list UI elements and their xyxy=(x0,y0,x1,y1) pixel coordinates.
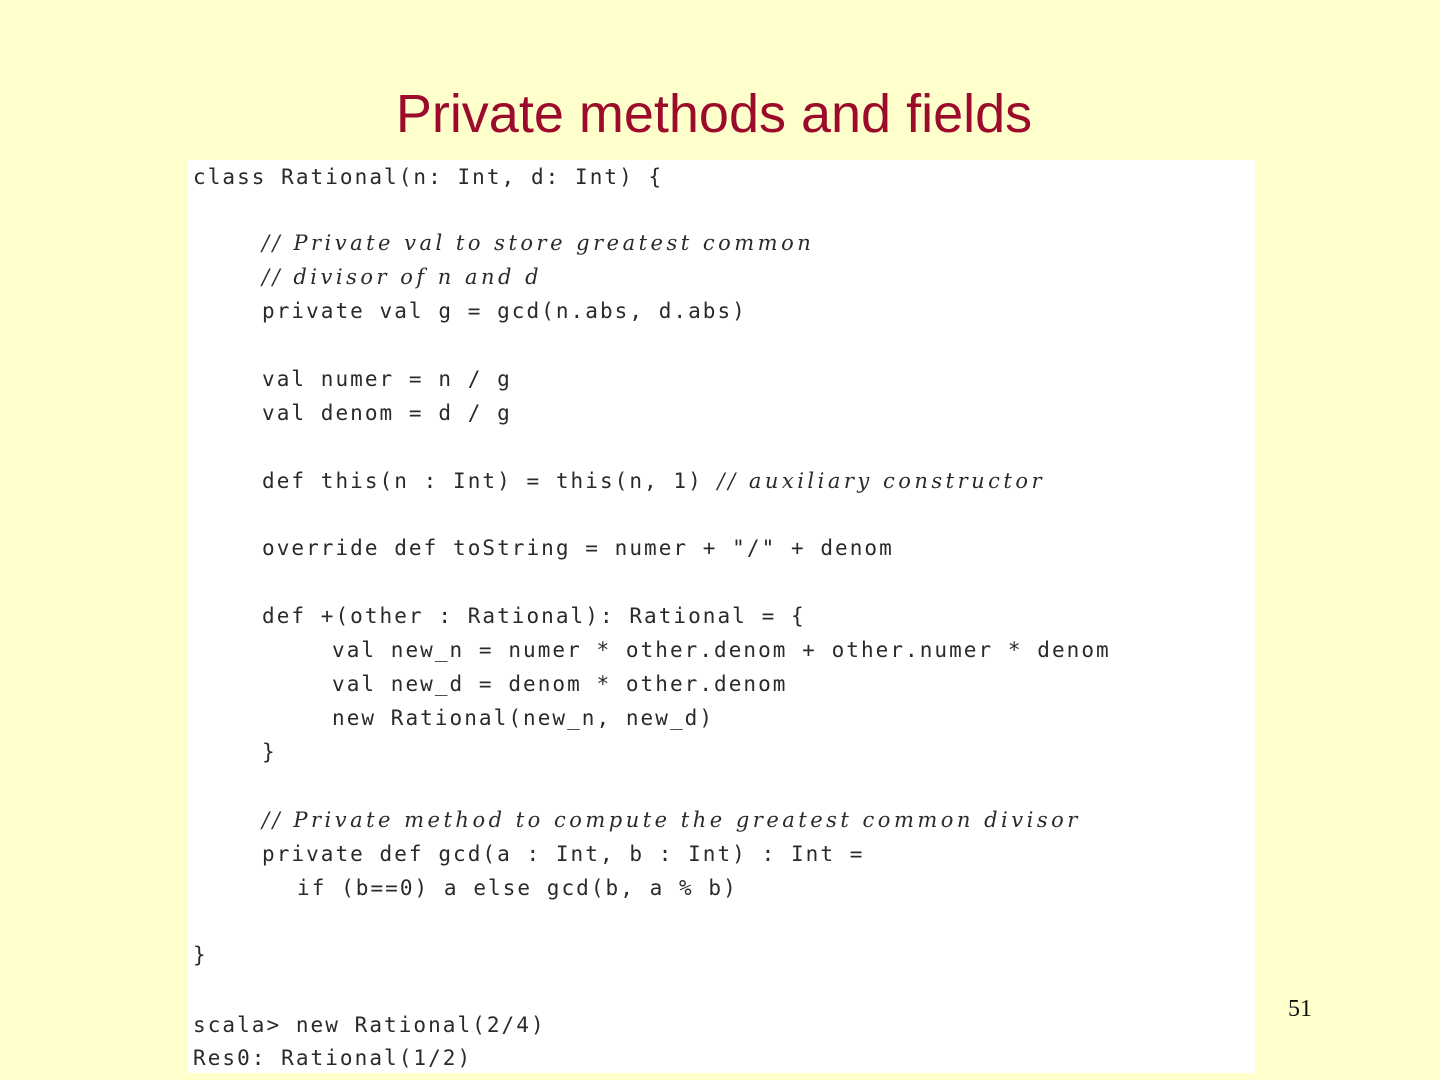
code-line-new-rational: new Rational(new_n, new_d) xyxy=(332,706,715,730)
page-number: 51 xyxy=(1288,996,1312,1022)
code-comment: // auxiliary constructor xyxy=(717,469,1046,493)
code-line-private-def-gcd: private def gcd(a : Int, b : Int) : Int = xyxy=(262,842,865,866)
code-comment: // Private method to compute the greatest common divisor xyxy=(262,808,1081,832)
code-line-class-declaration: class Rational(n: Int, d: Int) { xyxy=(193,165,664,189)
code-comment: // Private val to store greatest common xyxy=(262,231,815,255)
code-line-comment xyxy=(262,260,542,294)
code-line-auxiliary-constructor xyxy=(262,464,1045,498)
code-line-close-brace: } xyxy=(262,740,277,764)
slide-title: Private methods and fields xyxy=(395,84,1033,144)
code-line-val-new-d: val new_d = denom * other.denom xyxy=(332,672,788,696)
code-line-def-plus: def +(other : Rational): Rational = { xyxy=(262,604,806,628)
code-line-comment xyxy=(262,803,1081,837)
code-line-val-denom: val denom = d / g xyxy=(262,401,512,425)
code-line-comment xyxy=(262,226,814,260)
code-comment: // divisor of n and d xyxy=(262,265,543,289)
repl-output-line: Res0: Rational(1/2) xyxy=(193,1046,473,1070)
code-line-close-class: } xyxy=(193,943,208,967)
code-line-val-new-n: val new_n = numer * other.denom + other.numer * denom xyxy=(332,638,1111,662)
code-text: def this(n : Int) = this(n, 1) xyxy=(262,469,718,493)
repl-input-line: scala> new Rational(2/4) xyxy=(193,1013,546,1037)
code-line-val-numer: val numer = n / g xyxy=(262,367,512,391)
code-line-override-tostring: override def toString = numer + "/" + denom xyxy=(262,536,894,560)
code-line-gcd-body: if (b==0) a else gcd(b, a % b) xyxy=(297,876,738,900)
code-line-private-val-g: private val g = gcd(n.abs, d.abs) xyxy=(262,299,747,323)
code-block xyxy=(187,160,1255,1073)
